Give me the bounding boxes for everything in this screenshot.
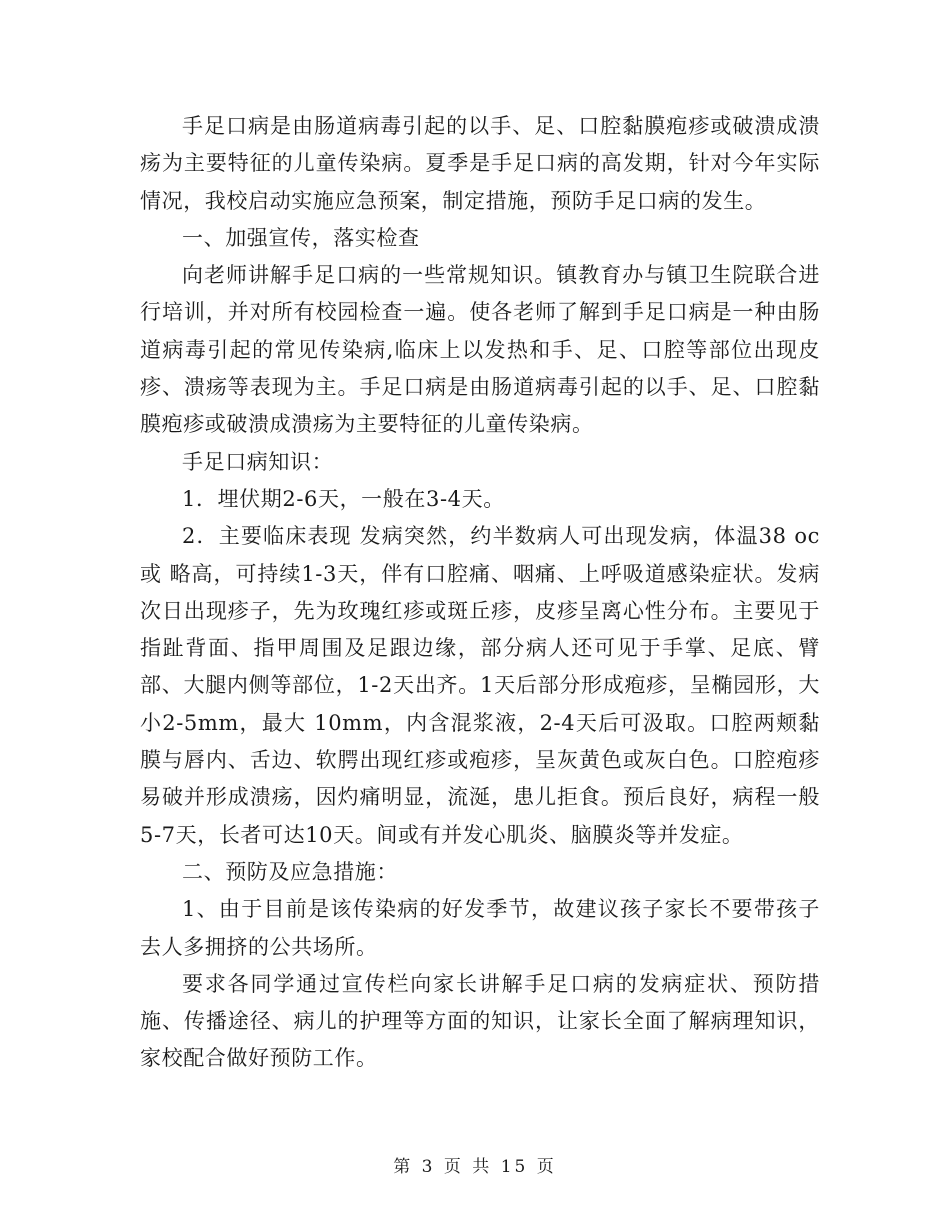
document-body (140, 108, 820, 1078)
intro-paragraph: 手足口病是由肠道病毒引起的以手、足、口腔黏膜疱疹或破溃成溃疡为主要特征的儿童传染病。夏季是手足口病的高发期，针对今年实际情况，我校启动实施应急预案，制定措施，预防手足口病的发生。 (140, 114, 820, 213)
prevention-item-1: 1、由于目前是该传染病的好发季节，故建议孩子家长不要带孩子去人多拥挤的公共场所。 (140, 897, 820, 959)
page-number-footer: 第 3 页 共 15 页 (393, 1157, 557, 1177)
incubation-paragraph: 1．埋伏期2-6天，一般在3-4天。 (182, 486, 505, 511)
parent-education-paragraph: 要求各同学通过宣传栏向家长讲解手足口病的发病症状、预防措施、传播途径、病儿的护理等方面的知识，让家长全面了解病理知识，家校配合做好预防工作。 (140, 971, 820, 1071)
symptoms-paragraph: 2．主要临床表现 发病突然，约半数病人可出现发病，体温38 oc或 略高，可持续1-3天，伴有口腔痛、咽痛、上呼吸道感染症状。发病次日出现疹子，先为玫瑰红疹或斑丘疹，皮疹呈离心性分布。主要见于指趾背面、指甲周围及足跟边缘，部分病人还可见于手掌、足底、臂部、大腿内侧等部位，1-2天出齐。1天后部分形成疱疹，呈椭园形，大小2-5mm，最大 10mm，内含混浆液，2-4天后可汲取。口腔两颊黏膜与唇内、舌边、软腭出现红疹或疱疹，呈灰黄色或灰白色。口腔疱疹易破并形成溃疡，因灼痛明显，流涎，患儿拒食。预后良好，病程一般5-7天，长者可达10天。间或有并发心肌炎、脑膜炎等并发症。 (140, 524, 820, 847)
section-heading-publicity: 一、加强宣传，落实检查 (182, 225, 420, 250)
training-paragraph: 向老师讲解手足口病的一些常规知识。镇教育办与镇卫生院联合进行培训，并对所有校园检查一遍。使各老师了解到手足口病是一种由肠道病毒引起的常见传染病,临床上以发热和手、足、口腔等部位出现皮疹、溃疡等表现为主。手足口病是由肠道病毒引起的以手、足、口腔黏膜疱疹或破溃成溃疡为主要特征的儿童传染病。 (140, 263, 820, 437)
knowledge-heading: 手足口病知识： (182, 449, 334, 474)
section-heading-prevention: 二、预防及应急措施： (182, 859, 398, 884)
